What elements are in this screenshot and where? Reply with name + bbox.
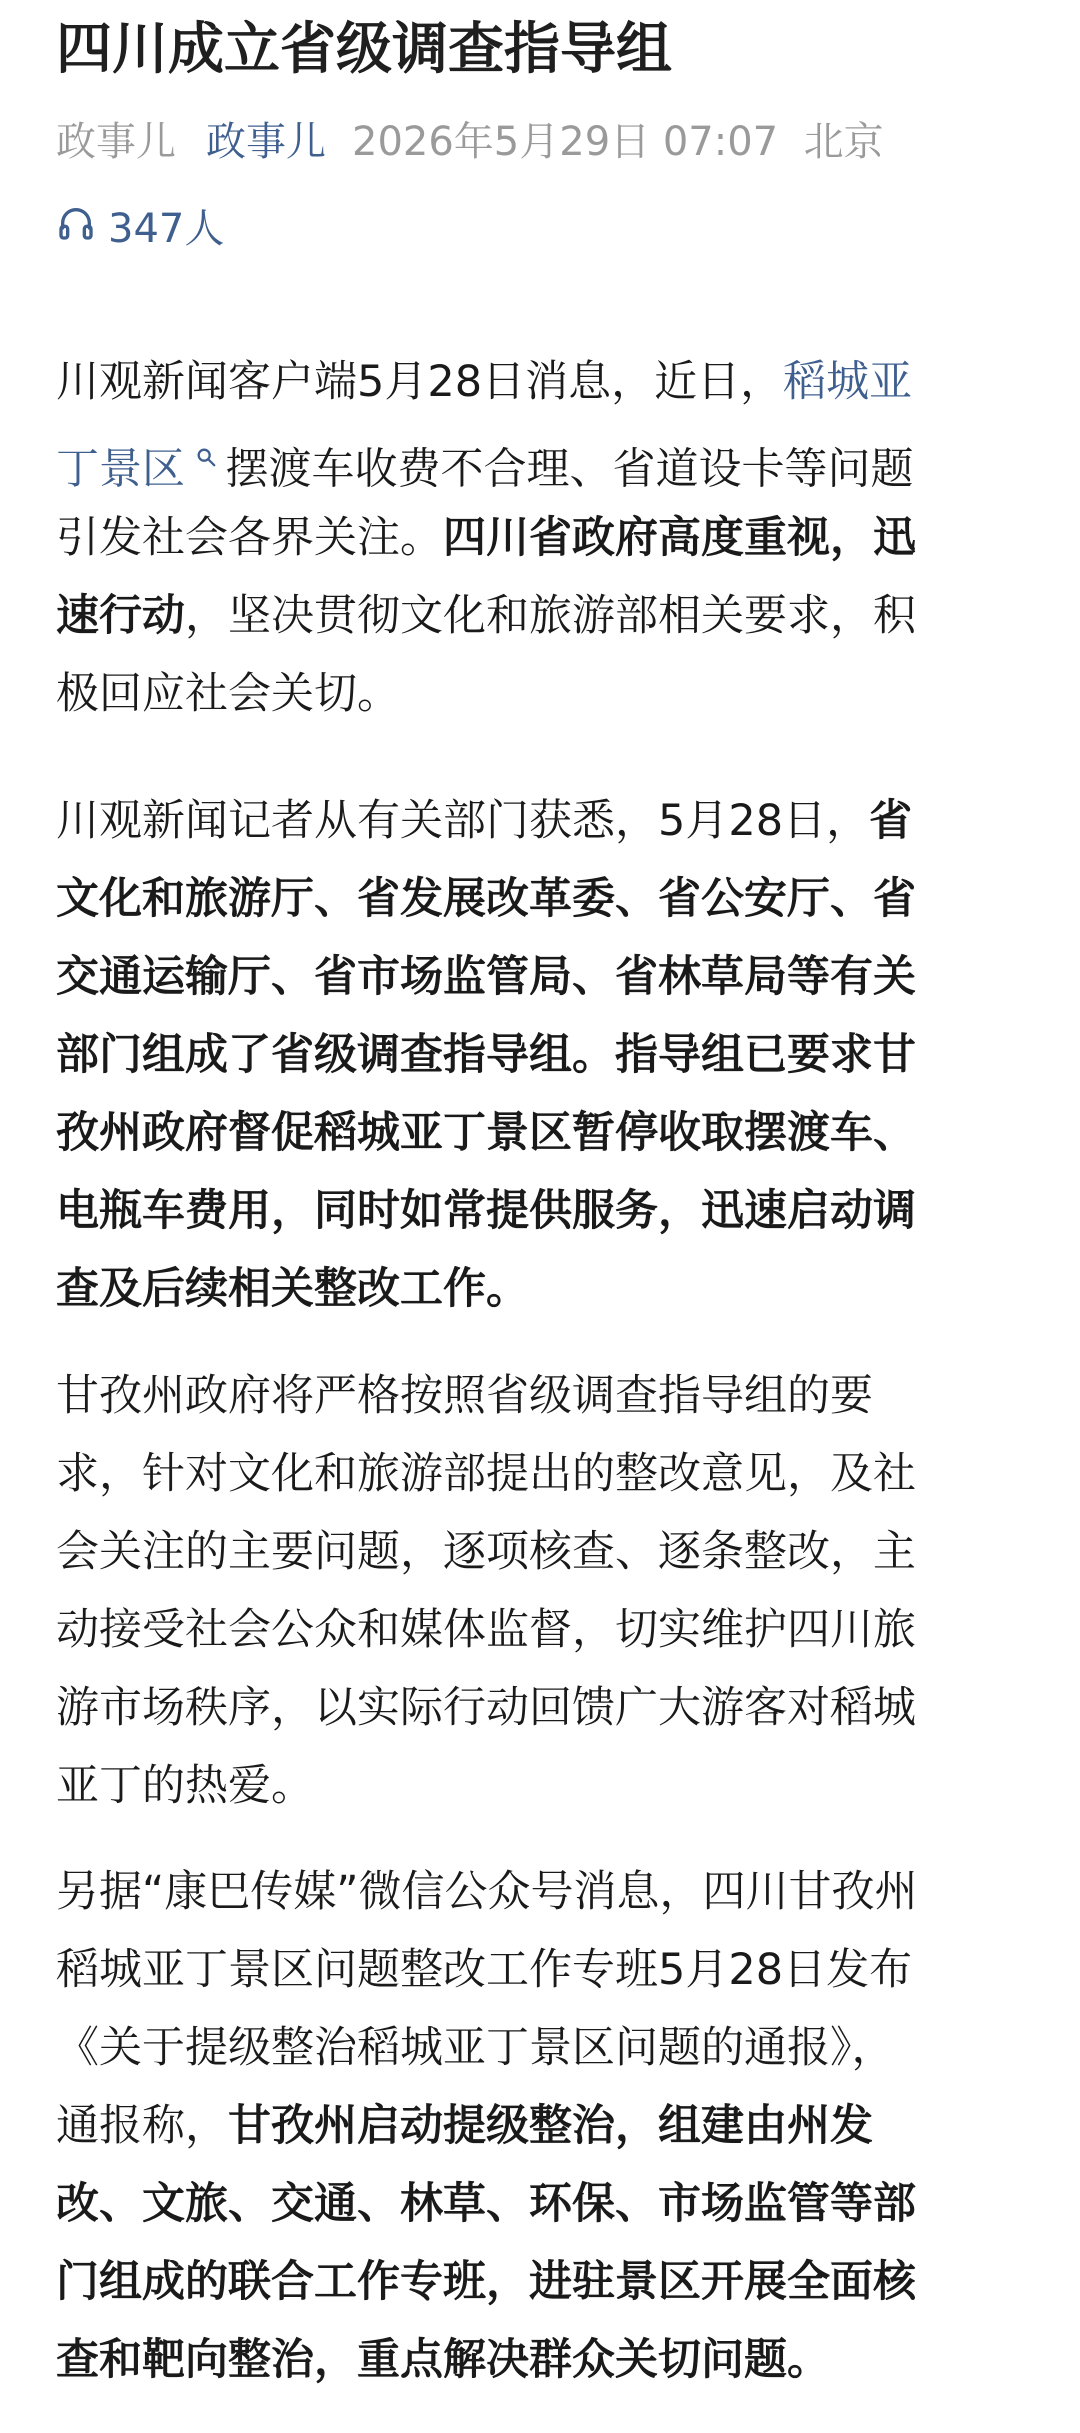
text-span: 引发社会各界关注。: [56, 513, 443, 563]
text-span: 川观新闻客户端5月28日消息，近日，: [56, 357, 784, 407]
paragraph-line: 部门组成了省级调查指导组。指导组已要求甘: [56, 1030, 916, 1080]
listen-button[interactable]: [56, 203, 224, 254]
paragraph-line: 稻城亚丁景区问题整改工作专班5月28日发布: [56, 1945, 913, 1995]
paragraph-line: 门组成的联合工作专班，进驻景区开展全面核: [56, 2257, 916, 2307]
paragraph-line: 《关于提级整治稻城亚丁景区问题的通报》，: [56, 2023, 895, 2073]
text-span: ，坚决贯彻文化和旅游部相关要求，积: [185, 591, 916, 641]
paragraph-line: 甘孜州政府将严格按照省级调查指导组的要: [56, 1371, 873, 1421]
paragraph-2: [56, 782, 1036, 1328]
paragraph-line: 另据“康巴传媒”微信公众号消息，四川甘孜州: [56, 1867, 918, 1917]
article-meta: [56, 118, 884, 166]
paragraph-1: [56, 343, 1036, 733]
bold-text: 省: [869, 796, 913, 846]
paragraph-line: 游市场秩序，以实际行动回馈广大游客对稻城: [56, 1683, 916, 1733]
paragraph-3: [56, 1357, 1036, 1825]
article-title: 四川成立省级调查指导组: [56, 17, 672, 82]
headphones-icon: [56, 203, 108, 254]
paragraph-line: 极回应社会关切。: [56, 669, 400, 719]
publish-location: 北京: [803, 119, 884, 165]
paragraph-line: [56, 577, 1036, 655]
bold-text: 速行动: [56, 591, 185, 641]
paragraph-line: 交通运输厅、省市场监管局、省林草局等有关: [56, 952, 916, 1002]
paragraph-line: [56, 2087, 1036, 2165]
search-icon[interactable]: [187, 445, 226, 475]
paragraph-line: 改、文旅、交通、林草、环保、市场监管等部: [56, 2179, 916, 2229]
paragraph-line: 亚丁的热爱。: [56, 1761, 314, 1811]
bold-text: 四川省政府高度重视，迅: [443, 513, 916, 563]
text-span: 摆渡车收费不合理、省道设卡等问题: [225, 444, 914, 495]
author-link[interactable]: 政事儿: [206, 119, 326, 165]
publish-datetime: 2026年5月29日 07:07: [352, 119, 779, 165]
paragraph-4: [56, 1853, 1036, 2399]
paragraph-line: 文化和旅游厅、省发展改革委、省公安厅、省: [56, 874, 916, 924]
paragraph-line: 孜州政府督促稻城亚丁景区暂停收取摆渡车、: [56, 1108, 916, 1158]
text-span: 川观新闻记者从有关部门获悉，5月28日，: [56, 796, 870, 846]
source-name: 政事儿: [56, 119, 176, 165]
paragraph-line: [56, 499, 1036, 577]
paragraph-line: 动接受社会公众和媒体监督，切实维护四川旅: [56, 1605, 916, 1655]
paragraph-line: 查及后续相关整改工作。: [56, 1264, 529, 1314]
text-span: 通报称，: [56, 2101, 228, 2151]
paragraph-line: [56, 782, 1036, 860]
scenic-area-link[interactable]: 稻城亚: [783, 357, 913, 407]
paragraph-line: 查和靶向整治，重点解决群众关切问题。: [56, 2335, 830, 2385]
paragraph-line: [56, 343, 1036, 421]
scenic-area-link[interactable]: 丁景区: [56, 444, 185, 495]
bold-text: 甘孜州启动提级整治，组建由州发: [228, 2101, 873, 2151]
listen-count: 347人: [108, 205, 225, 252]
paragraph-line: 求，针对文化和旅游部提出的整改意见，及社: [56, 1449, 916, 1499]
paragraph-line: [56, 421, 1036, 499]
paragraph-line: 电瓶车费用，同时如常提供服务，迅速启动调: [56, 1186, 916, 1236]
paragraph-line: 会关注的主要问题，逐项核查、逐条整改，主: [56, 1527, 916, 1577]
